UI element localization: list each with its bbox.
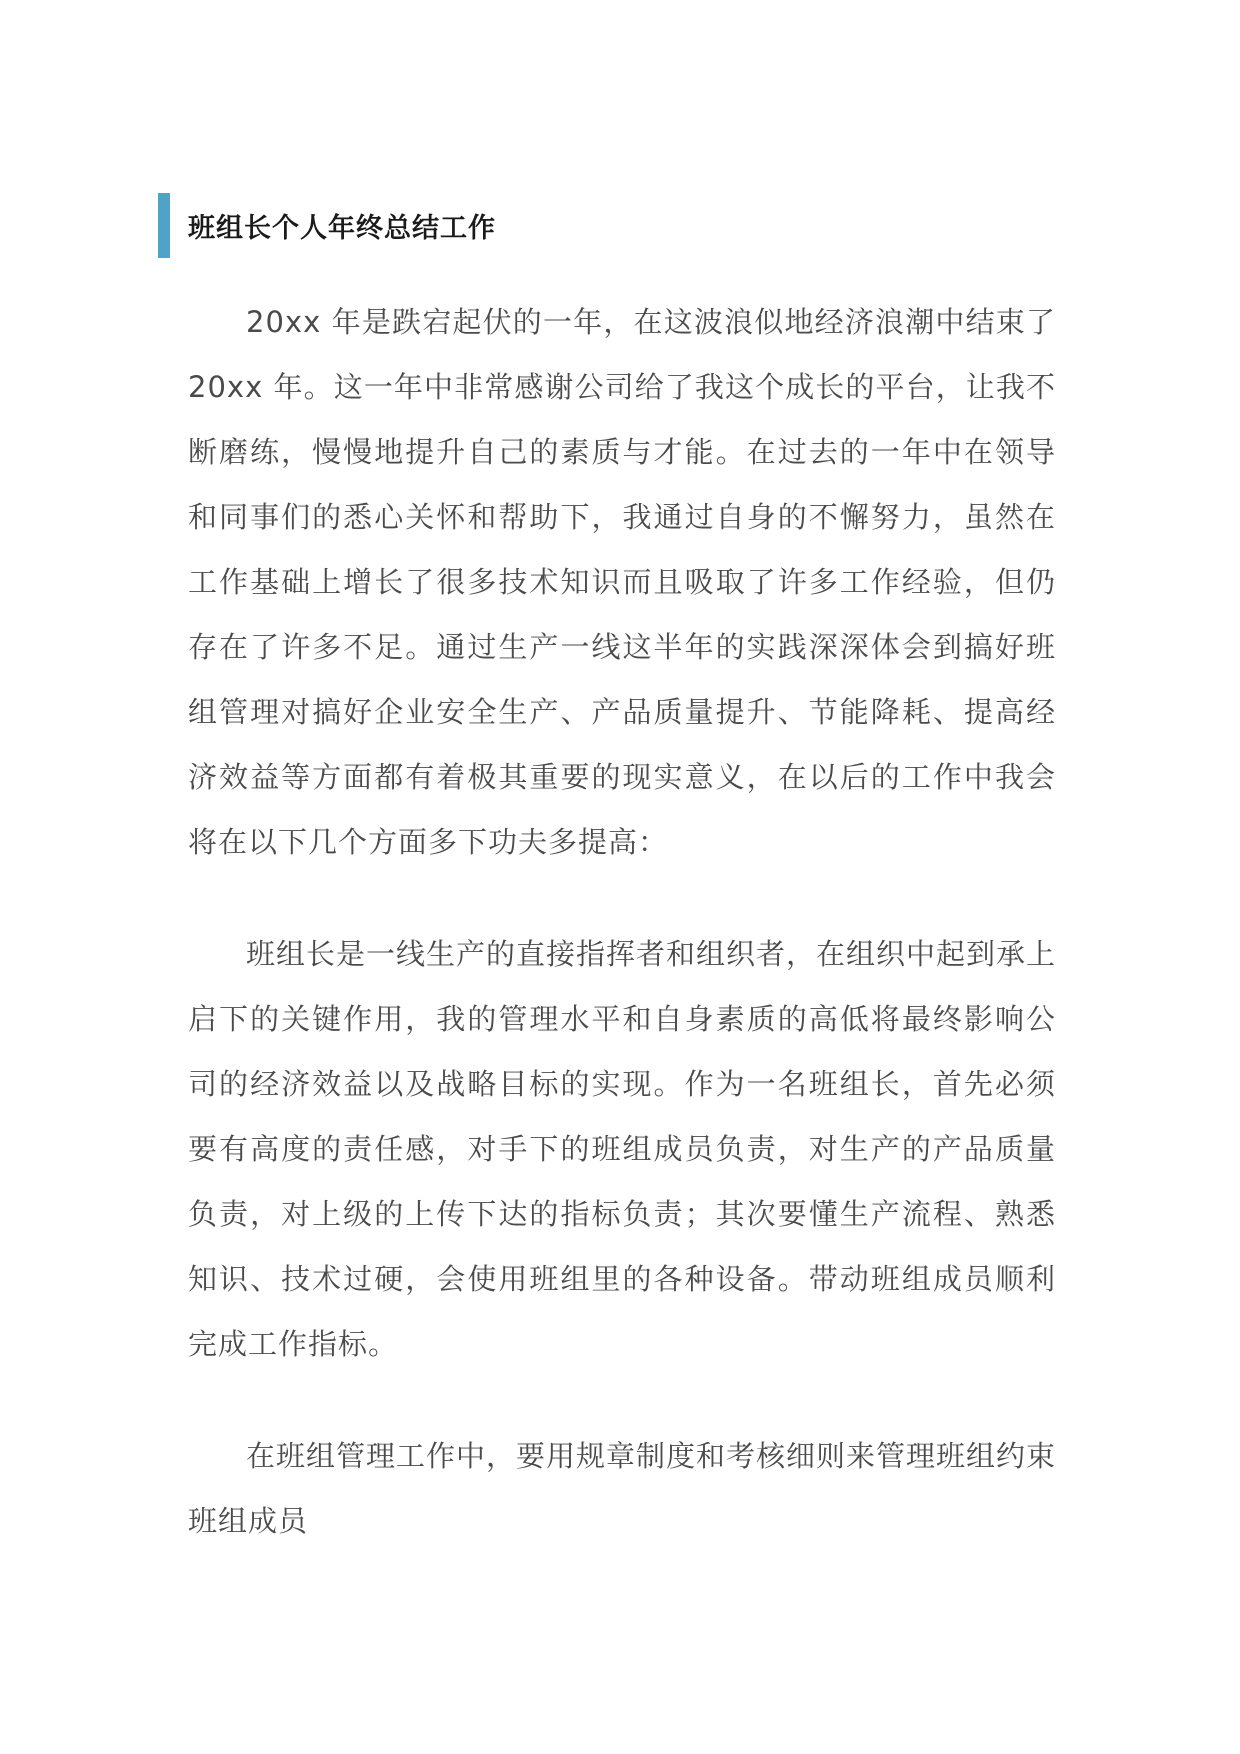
body-paragraph-2: 班组长是一线生产的直接指挥者和组织者，在组织中起到承上启下的关键作用，我的管理水平和自身素质的高低将最终影响公司的经济效益以及战略目标的实现。作为一名班组长，首先必须要有高度的责任感，对手下的班组成员负责，对生产的产品质量负责，对上级的上传下达的指标负责；其次要懂生产流程、熟悉知识、技术过硬，会使用班组里的各种设备。带动班组成员顺利完成工作指标。	[188, 937, 1057, 1361]
document-title: 班组长个人年终总结工作	[188, 213, 496, 244]
document-heading	[158, 193, 496, 258]
heading-accent-bar	[158, 193, 170, 258]
body-paragraph-3: 在班组管理工作中，要用规章制度和考核细则来管理班组约束班组成员	[188, 1439, 1057, 1538]
body-paragraph-1: 20xx 年是跌宕起伏的一年，在这波浪似地经济浪潮中结束了 20xx 年。这一年中非常感谢公司给了我这个成长的平台，让我不断磨练，慢慢地提升自己的素质与才能。在过去的一年中在领导和同事们的悉心关怀和帮助下，我通过自身的不懈努力，虽然在工作基础上增长了很多技术知识而且吸取了许多工作经验，但仍存在了许多不足。通过生产一线这半年的实践深深体会到搞好班组管理对搞好企业安全生产、产品质量提升、节能降耗、提高经济效益等方面都有着极其重要的现实意义，在以后的工作中我会将在以下几个方面多下功夫多提高：	[188, 305, 1056, 859]
